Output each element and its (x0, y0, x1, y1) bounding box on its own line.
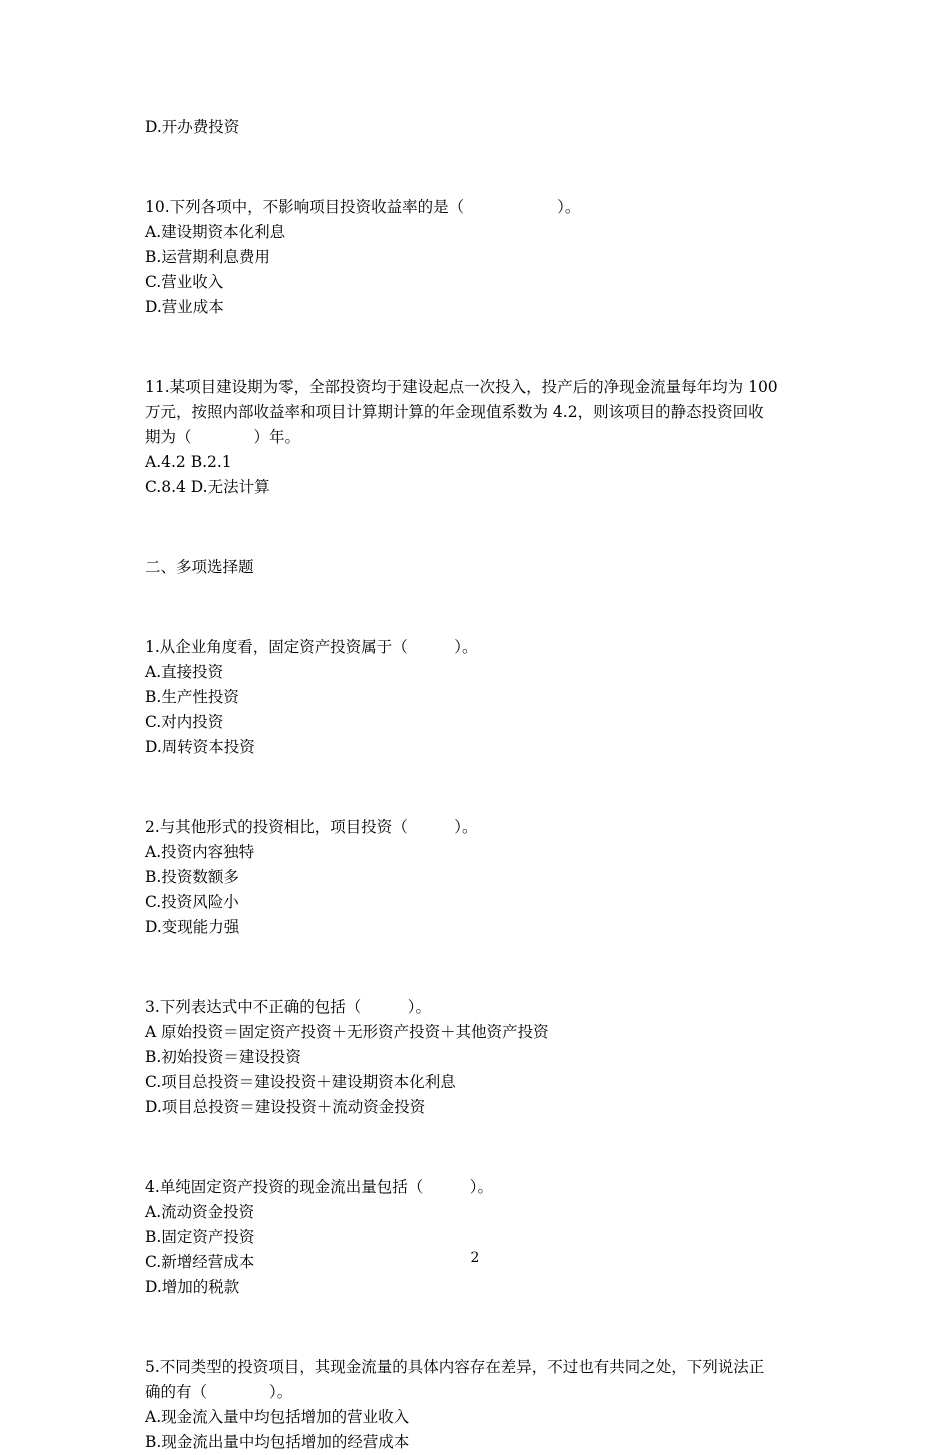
paragraph-gap (145, 596, 813, 620)
text-line: 万元，按照内部收益率和项目计算期计算的年金现值系数为 4.2，则该项目的静态投资回收 (145, 403, 764, 421)
text-line: 1.从企业角度看，固定资产投资属于（ ）。 (145, 638, 478, 656)
paragraph-gap (145, 336, 813, 360)
text-line: D.增加的税款 (145, 1278, 240, 1296)
text-line: 4.单纯固定资产投资的现金流出量包括（ ）。 (145, 1178, 494, 1196)
text-line: B.投资数额多 (145, 868, 239, 886)
text-line: D.周转资本投资 (145, 738, 255, 756)
text-line: 期为（ ）年。 (145, 428, 301, 446)
text-line: B.初始投资＝建设投资 (145, 1048, 301, 1066)
text-line: C.8.4 D.无法计算 (145, 478, 270, 496)
text-line: D.变现能力强 (145, 918, 240, 936)
text-line: 5.不同类型的投资项目，其现金流量的具体内容存在差异，不过也有共同之处，下列说法正 (145, 1358, 765, 1376)
text-line: A.流动资金投资 (145, 1203, 255, 1221)
text-line: D.开办费投资 (145, 118, 240, 136)
paragraph-gap (145, 1136, 813, 1160)
text-line: 二、多项选择题 (145, 558, 254, 576)
text-line: B.运营期利息费用 (145, 248, 270, 266)
text-line: A.投资内容独特 (145, 843, 255, 861)
text-line: A.4.2 B.2.1 (145, 453, 232, 471)
text-line: 确的有（ ）。 (145, 1383, 293, 1401)
text-line: C.项目总投资＝建设投资＋建设期资本化利息 (145, 1073, 456, 1091)
text-line: 2.与其他形式的投资相比，项目投资（ ）。 (145, 818, 478, 836)
text-line: 10.下列各项中，不影响项目投资收益率的是（ ）。 (145, 198, 581, 216)
text-line: A.直接投资 (145, 663, 224, 681)
text-line: B.现金流出量中均包括增加的经营成本 (145, 1433, 410, 1451)
text-line: C.新增经营成本 (145, 1253, 255, 1271)
paragraph-gap (145, 1316, 813, 1340)
page-number: 2 (470, 1250, 480, 1266)
text-line: A.建设期资本化利息 (145, 223, 286, 241)
text-line: C.投资风险小 (145, 893, 239, 911)
paragraph-gap (145, 776, 813, 800)
text-line: D.项目总投资＝建设投资＋流动资金投资 (145, 1098, 426, 1116)
text-line: 3.下列表达式中不正确的包括（ ）。 (145, 998, 432, 1016)
text-line: B.生产性投资 (145, 688, 239, 706)
text-line: C.对内投资 (145, 713, 224, 731)
text-line: A.现金流入量中均包括增加的营业收入 (145, 1408, 410, 1426)
text-line: A 原始投资＝固定资产投资＋无形资产投资＋其他资产投资 (145, 1023, 549, 1041)
paragraph-gap (145, 516, 813, 540)
paragraph-gap (145, 156, 813, 180)
paragraph-gap (145, 956, 813, 980)
text-line: C.营业收入 (145, 273, 224, 291)
text-line: 11.某项目建设期为零，全部投资均于建设起点一次投入，投产后的净现金流量每年均为 100 (145, 378, 778, 396)
text-line: D.营业成本 (145, 298, 224, 316)
text-line: B.固定资产投资 (145, 1228, 255, 1246)
